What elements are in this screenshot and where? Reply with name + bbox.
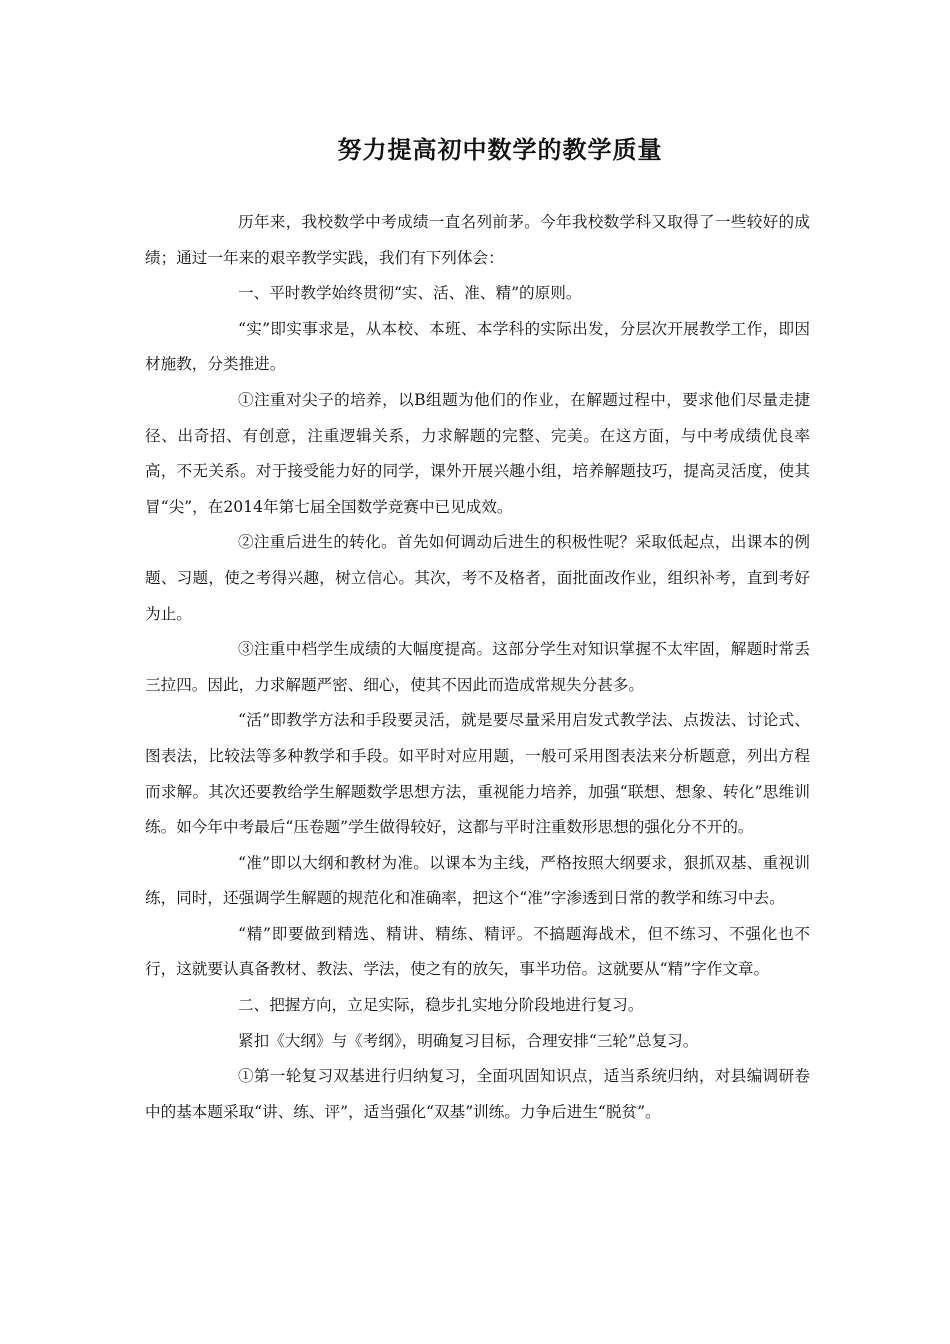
paragraph-review-plan: 紧扣《大纲》与《考纲》，明确复习目标，合理安排“三轮”总复习。 — [238, 1031, 699, 1050]
paragraph-middle-students: ③注重中档学生成绩的大幅度提高。这部分学生对知识掌握不太牢固，解题时常丢三拉四。因此，力求解题严密、细心，使其不因此而造成常规失分甚多。 — [145, 640, 810, 694]
paragraph-top-students: ①注重对尖子的培养，以B组题为他们的作业，在解题过程中，要求他们尽量走捷径、出奇招、有创意，注重逻辑关系，力求解题的完整、完美。在这方面，与中考成绩优良率高，不无关系。对于接受能力好的同学，课外开展兴趣小组，培养解题技巧，提高灵活度，使其冒“尖”，在2014年第七届全国数学竞赛中已见成效。 — [145, 390, 810, 516]
paragraph-intro: 历年来，我校数学中考成绩一直名列前茅。今年我校数学科又取得了一些较好的成绩；通过一年来的艰辛教学实践，我们有下列体会： — [145, 213, 810, 267]
paragraph-jing: “精”即要做到精选、精讲、精练、精评。不搞题海战术，但不练习、不强化也不行，这就要认真备教材、教法、学法，使之有的放矢，事半功倍。这就要从“精”字作文章。 — [145, 924, 810, 979]
paragraph-huo: “活”即教学方法和手段要灵活，就是要尽量采用启发式教学法、点拨法、讨论式、图表法，比较法等多种教学和手段。如平时对应用题，一般可采用图表法来分析题意，列出方程而求解。其次还要教给学生解题数学思想方法，重视能力培养，加强“联想、想象、转化”思维训练。如今年中考最后“压卷题”学生做得较好，这都与平时注重数形思想的强化分不开的。 — [145, 711, 810, 837]
section-heading-1: 一、平时教学始终贯彻“实、活、准、精”的原则。 — [238, 284, 582, 303]
document-body — [145, 205, 810, 1130]
document-title: 努力提高初中数学的教学质量 — [337, 135, 663, 164]
paragraph-first-round: ①第一轮复习双基进行归纳复习，全面巩固知识点，适当系统归纳，对县编调研卷中的基本题采取“讲、练、评”，适当强化“双基”训练。力争后进生“脱贫”。 — [145, 1067, 810, 1121]
paragraph-shi: “实”即实事求是，从本校、本班、本学科的实际出发，分层次开展教学工作，即因材施教，分类推进。 — [145, 319, 810, 374]
paragraph-weak-students: ②注重后进生的转化。首先如何调动后进生的积极性呢？采取低起点，出课本的例题、习题，使之考得兴趣，树立信心。其次，考不及格者，面批面改作业，组织补考，直到考好为止。 — [145, 533, 810, 623]
paragraph-zhun: “准”即以大纲和教材为准。以课本为主线，严格按照大纲要求，狠抓双基、重视训练，同时，还强调学生解题的规范化和准确率，把这个“准”字渗透到日常的教学和练习中去。 — [145, 853, 810, 908]
section-heading-2: 二、把握方向，立足实际，稳步扎实地分阶段地进行复习。 — [238, 996, 644, 1015]
